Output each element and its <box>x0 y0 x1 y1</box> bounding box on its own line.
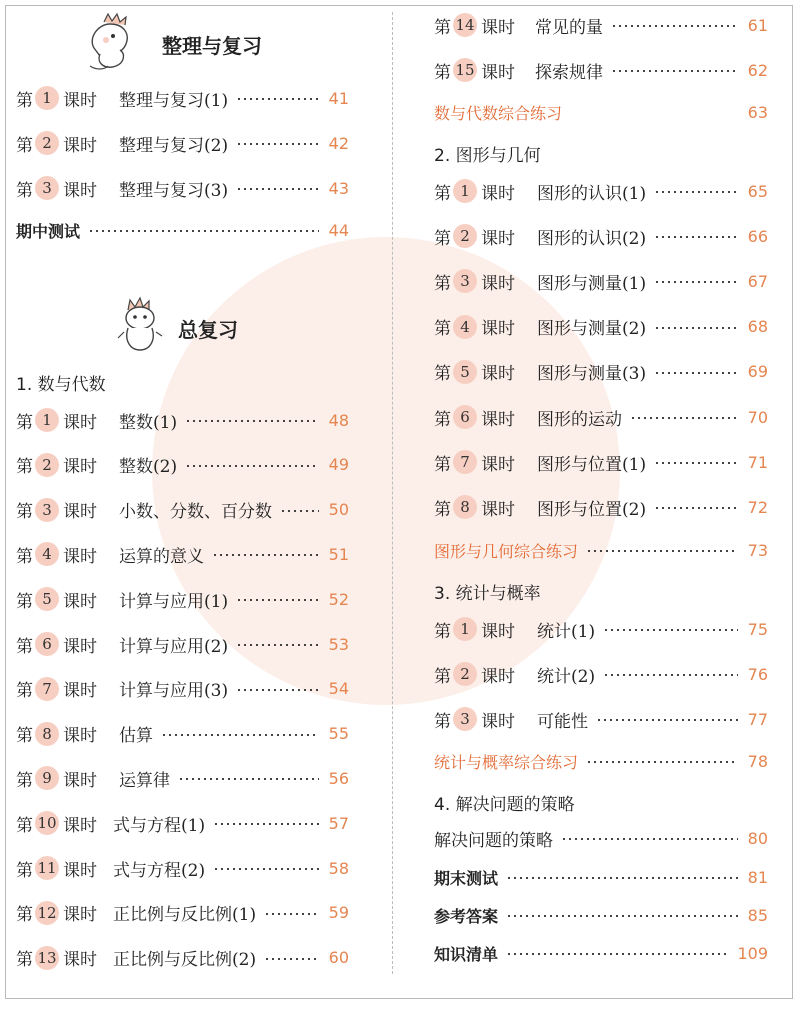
lesson-suffix: 课时 <box>63 636 97 657</box>
lesson-number-badge: 2 <box>453 224 477 248</box>
lesson-row[interactable] <box>16 495 349 525</box>
lesson-prefix: 第 <box>16 726 33 747</box>
lesson-suffix: 课时 <box>481 666 515 687</box>
leader-dots <box>586 550 738 552</box>
lesson-row[interactable] <box>16 405 349 435</box>
lesson-prefix: 第 <box>434 666 451 687</box>
lesson-prefix: 第 <box>434 319 451 340</box>
lesson-suffix: 课时 <box>63 815 97 836</box>
leader-dots <box>236 599 319 601</box>
heading-numbers-algebra: 1. 数与代数 <box>16 375 106 395</box>
lesson-number-badge: 3 <box>35 498 59 522</box>
leader-dots <box>603 629 738 631</box>
lesson-number-badge: 5 <box>35 587 59 611</box>
lesson-number-badge: 3 <box>453 269 477 293</box>
lesson-prefix: 第 <box>434 621 451 642</box>
lesson-row[interactable] <box>434 704 768 734</box>
lesson-suffix: 课时 <box>481 62 515 83</box>
page-number: 49 <box>328 455 349 475</box>
leader-dots <box>654 507 738 509</box>
page-number: 43 <box>328 178 349 198</box>
lesson-row[interactable] <box>16 808 349 838</box>
lesson-number-badge: 4 <box>453 315 477 339</box>
page-number: 77 <box>747 709 768 729</box>
lesson-title: 统计(1) <box>537 621 596 642</box>
lesson-row[interactable] <box>434 659 768 689</box>
final-item-row[interactable] <box>434 900 768 930</box>
leader-dots <box>213 868 319 870</box>
leader-dots <box>506 915 738 917</box>
lesson-title: 图形与测量(1) <box>537 273 647 294</box>
lesson-row[interactable] <box>16 719 349 749</box>
lesson-suffix: 课时 <box>63 905 97 926</box>
page-number: 53 <box>328 634 349 654</box>
lesson-title: 整理与复习(2) <box>119 135 229 156</box>
page-number: 81 <box>747 867 768 887</box>
lesson-suffix: 课时 <box>481 17 515 38</box>
lesson-suffix: 课时 <box>63 591 97 612</box>
lesson-number-badge: 14 <box>453 13 477 37</box>
page-number: 109 <box>737 943 768 963</box>
leader-dots <box>596 719 738 721</box>
page-number: 48 <box>328 410 349 430</box>
leader-dots <box>264 958 319 960</box>
leader-dots <box>570 112 738 114</box>
lesson-title: 整数(2) <box>119 457 178 478</box>
lesson-title: 式与方程(1) <box>113 815 206 836</box>
lesson-prefix: 第 <box>434 454 451 475</box>
lesson-title: 整理与复习(3) <box>119 180 229 201</box>
statistics-exercise[interactable] <box>434 746 768 776</box>
lesson-row[interactable] <box>434 614 768 644</box>
lesson-title: 正比例与反比例(1) <box>113 905 257 926</box>
lesson-row[interactable] <box>16 539 349 569</box>
page-number: 60 <box>328 948 349 968</box>
midterm-title: 期中测试 <box>16 221 81 241</box>
leader-dots <box>236 143 319 145</box>
page-number: 80 <box>747 828 768 848</box>
exercise-title: 图形与几何综合练习 <box>434 541 579 561</box>
lesson-prefix: 第 <box>16 502 33 523</box>
lesson-suffix: 课时 <box>63 860 97 881</box>
lesson-prefix: 第 <box>16 815 33 836</box>
lesson-row[interactable] <box>434 447 768 477</box>
lesson-title: 计算与应用(3) <box>119 681 229 702</box>
lesson-row[interactable] <box>16 853 349 883</box>
page-number: 56 <box>328 768 349 788</box>
lesson-number-badge: 11 <box>35 856 59 880</box>
lesson-prefix: 第 <box>16 950 33 971</box>
lesson-number-badge: 7 <box>35 677 59 701</box>
leader-dots <box>88 230 319 232</box>
final-item-title: 知识清单 <box>434 944 499 964</box>
page-number: 76 <box>747 664 768 684</box>
lesson-number-badge: 3 <box>35 176 59 200</box>
lesson-suffix: 课时 <box>63 180 97 201</box>
lesson-prefix: 第 <box>434 17 451 38</box>
page-number: 61 <box>747 15 768 35</box>
lesson-prefix: 第 <box>434 183 451 204</box>
lesson-row[interactable] <box>16 450 349 480</box>
lesson-number-badge: 1 <box>453 617 477 641</box>
lesson-prefix: 第 <box>16 180 33 201</box>
lesson-number-badge: 12 <box>35 901 59 925</box>
page-number: 54 <box>328 679 349 699</box>
section-title-general-review: 总复习 <box>178 318 238 342</box>
leader-dots <box>236 644 319 646</box>
heading-strategies: 4. 解决问题的策略 <box>434 795 575 815</box>
leader-dots <box>161 734 319 736</box>
leader-dots <box>630 417 738 419</box>
lesson-suffix: 课时 <box>481 273 515 294</box>
leader-dots <box>280 510 319 512</box>
leader-dots <box>264 913 319 915</box>
lesson-suffix: 课时 <box>63 770 97 791</box>
leader-dots <box>611 25 738 27</box>
lesson-title: 统计(2) <box>537 666 596 687</box>
leader-dots <box>561 838 738 840</box>
lesson-prefix: 第 <box>16 591 33 612</box>
lesson-title: 小数、分数、百分数 <box>119 502 272 523</box>
leader-dots <box>586 761 738 763</box>
lesson-title: 可能性 <box>537 711 588 732</box>
final-item-row[interactable] <box>434 938 768 968</box>
page-number: 52 <box>328 589 349 609</box>
lesson-prefix: 第 <box>16 905 33 926</box>
lesson-row[interactable] <box>16 898 349 928</box>
lesson-prefix: 第 <box>434 364 451 385</box>
lesson-title: 图形的运动 <box>537 409 622 430</box>
lesson-suffix: 课时 <box>481 319 515 340</box>
lesson-row[interactable] <box>16 83 349 113</box>
leader-dots <box>654 327 738 329</box>
lesson-suffix: 课时 <box>63 502 97 523</box>
lesson-title: 图形的认识(2) <box>537 228 647 249</box>
heading-statistics: 3. 统计与概率 <box>434 584 541 604</box>
lesson-prefix: 第 <box>16 135 33 156</box>
page-number: 73 <box>747 540 768 560</box>
lesson-suffix: 课时 <box>63 726 97 747</box>
lesson-title: 图形与测量(3) <box>537 364 647 385</box>
lesson-prefix: 第 <box>16 546 33 567</box>
page-number: 85 <box>747 905 768 925</box>
lesson-title: 图形与测量(2) <box>537 319 647 340</box>
lesson-title: 式与方程(2) <box>113 860 206 881</box>
lesson-suffix: 课时 <box>63 457 97 478</box>
page-number: 67 <box>747 271 768 291</box>
lesson-title: 计算与应用(1) <box>119 591 229 612</box>
strategies-row[interactable] <box>434 823 768 853</box>
lesson-suffix: 课时 <box>481 499 515 520</box>
lesson-row[interactable] <box>16 943 349 973</box>
lesson-number-badge: 3 <box>453 707 477 731</box>
leader-dots <box>236 98 319 100</box>
lesson-number-badge: 8 <box>453 495 477 519</box>
lesson-title: 正比例与反比例(2) <box>113 950 257 971</box>
leader-dots <box>611 70 738 72</box>
lesson-row[interactable] <box>16 629 349 659</box>
lesson-number-badge: 8 <box>35 722 59 746</box>
page-number: 68 <box>747 317 768 337</box>
final-item-row[interactable] <box>434 862 768 892</box>
lesson-title: 图形的认识(1) <box>537 183 647 204</box>
lesson-prefix: 第 <box>434 409 451 430</box>
lesson-title: 估算 <box>119 726 153 747</box>
lesson-row[interactable] <box>434 266 768 296</box>
leader-dots <box>654 236 738 238</box>
lesson-title: 整数(1) <box>119 412 178 433</box>
lesson-suffix: 课时 <box>63 90 97 111</box>
lesson-suffix: 课时 <box>63 412 97 433</box>
lesson-row[interactable] <box>434 10 768 40</box>
leader-dots <box>185 420 319 422</box>
lesson-prefix: 第 <box>434 711 451 732</box>
lesson-number-badge: 1 <box>35 86 59 110</box>
page-number: 59 <box>328 903 349 923</box>
leader-dots <box>213 823 319 825</box>
leader-dots <box>654 372 738 374</box>
page-number: 66 <box>747 226 768 246</box>
section-title-review: 整理与复习 <box>162 34 262 58</box>
lesson-number-badge: 1 <box>35 408 59 432</box>
mascot-icon <box>110 292 170 354</box>
exercise-title: 数与代数综合练习 <box>434 103 563 123</box>
leader-dots <box>236 689 319 691</box>
lesson-suffix: 课时 <box>481 183 515 204</box>
lesson-row[interactable] <box>434 402 768 432</box>
lesson-title: 常见的量 <box>535 17 603 38</box>
lesson-number-badge: 2 <box>453 662 477 686</box>
page-number: 42 <box>328 133 349 153</box>
lesson-suffix: 课时 <box>63 135 97 156</box>
leader-dots <box>212 554 319 556</box>
page-number: 44 <box>328 220 349 240</box>
lesson-row[interactable] <box>434 55 768 85</box>
page-number: 57 <box>328 813 349 833</box>
geometry-exercise[interactable] <box>434 535 768 565</box>
lesson-prefix: 第 <box>16 636 33 657</box>
lesson-prefix: 第 <box>434 499 451 520</box>
lesson-title: 图形与位置(1) <box>537 454 647 475</box>
lesson-prefix: 第 <box>16 860 33 881</box>
lesson-number-badge: 6 <box>453 405 477 429</box>
lesson-row[interactable] <box>434 221 768 251</box>
lesson-row[interactable] <box>16 128 349 158</box>
page-number: 55 <box>328 724 349 744</box>
lesson-prefix: 第 <box>16 681 33 702</box>
page-number: 78 <box>747 751 768 771</box>
lesson-suffix: 课时 <box>63 950 97 971</box>
leader-dots <box>506 877 738 879</box>
numbers-algebra-exercise[interactable] <box>434 97 768 127</box>
lesson-suffix: 课时 <box>481 711 515 732</box>
page-number: 65 <box>747 181 768 201</box>
lesson-row[interactable] <box>434 176 768 206</box>
lesson-prefix: 第 <box>16 770 33 791</box>
page-number: 72 <box>747 497 768 517</box>
page-number: 62 <box>747 60 768 80</box>
lesson-row[interactable] <box>434 357 768 387</box>
lesson-prefix: 第 <box>434 228 451 249</box>
leader-dots <box>654 281 738 283</box>
lesson-title: 整理与复习(1) <box>119 90 229 111</box>
lesson-prefix: 第 <box>16 90 33 111</box>
mascot-icon <box>80 8 160 72</box>
lesson-row[interactable] <box>434 312 768 342</box>
lesson-prefix: 第 <box>434 273 451 294</box>
heading-geometry: 2. 图形与几何 <box>434 146 541 166</box>
leader-dots <box>654 462 738 464</box>
lesson-number-badge: 5 <box>453 360 477 384</box>
lesson-row[interactable] <box>16 763 349 793</box>
lesson-number-badge: 2 <box>35 131 59 155</box>
lesson-number-badge: 6 <box>35 632 59 656</box>
strategies-title: 解决问题的策略 <box>434 830 553 851</box>
lesson-number-badge: 10 <box>35 811 59 835</box>
lesson-title: 运算律 <box>119 770 170 791</box>
lesson-row[interactable] <box>16 584 349 614</box>
column-divider <box>392 12 393 974</box>
lesson-number-badge: 1 <box>453 179 477 203</box>
lesson-number-badge: 2 <box>35 453 59 477</box>
page-number: 75 <box>747 619 768 639</box>
page-number: 71 <box>747 452 768 472</box>
lesson-prefix: 第 <box>16 412 33 433</box>
lesson-number-badge: 7 <box>453 450 477 474</box>
leader-dots <box>506 953 729 955</box>
page-number: 69 <box>747 362 768 382</box>
lesson-prefix: 第 <box>16 457 33 478</box>
page-number: 51 <box>328 544 349 564</box>
midterm-row[interactable] <box>16 215 349 245</box>
lesson-title: 运算的意义 <box>119 546 204 567</box>
final-item-title: 参考答案 <box>434 906 499 926</box>
lesson-number-badge: 15 <box>453 58 477 82</box>
page-number: 63 <box>747 102 768 122</box>
page-number: 50 <box>328 500 349 520</box>
lesson-number-badge: 9 <box>35 766 59 790</box>
final-item-title: 期末测试 <box>434 868 499 888</box>
lesson-title: 探索规律 <box>535 62 603 83</box>
leader-dots <box>185 465 319 467</box>
lesson-row[interactable] <box>16 674 349 704</box>
leader-dots <box>236 188 319 190</box>
lesson-title: 图形与位置(2) <box>537 499 647 520</box>
lesson-number-badge: 13 <box>35 946 59 970</box>
lesson-number-badge: 4 <box>35 542 59 566</box>
leader-dots <box>654 191 738 193</box>
lesson-suffix: 课时 <box>481 228 515 249</box>
page-number: 58 <box>328 858 349 878</box>
lesson-suffix: 课时 <box>481 621 515 642</box>
lesson-suffix: 课时 <box>63 681 97 702</box>
lesson-prefix: 第 <box>434 62 451 83</box>
lesson-suffix: 课时 <box>481 409 515 430</box>
lesson-row[interactable] <box>434 492 768 522</box>
lesson-title: 计算与应用(2) <box>119 636 229 657</box>
lesson-suffix: 课时 <box>481 364 515 385</box>
leader-dots <box>603 674 738 676</box>
exercise-title: 统计与概率综合练习 <box>434 752 579 772</box>
lesson-suffix: 课时 <box>63 546 97 567</box>
lesson-suffix: 课时 <box>481 454 515 475</box>
lesson-row[interactable] <box>16 173 349 203</box>
page-number: 70 <box>747 407 768 427</box>
leader-dots <box>178 778 319 780</box>
page-number: 41 <box>328 88 349 108</box>
